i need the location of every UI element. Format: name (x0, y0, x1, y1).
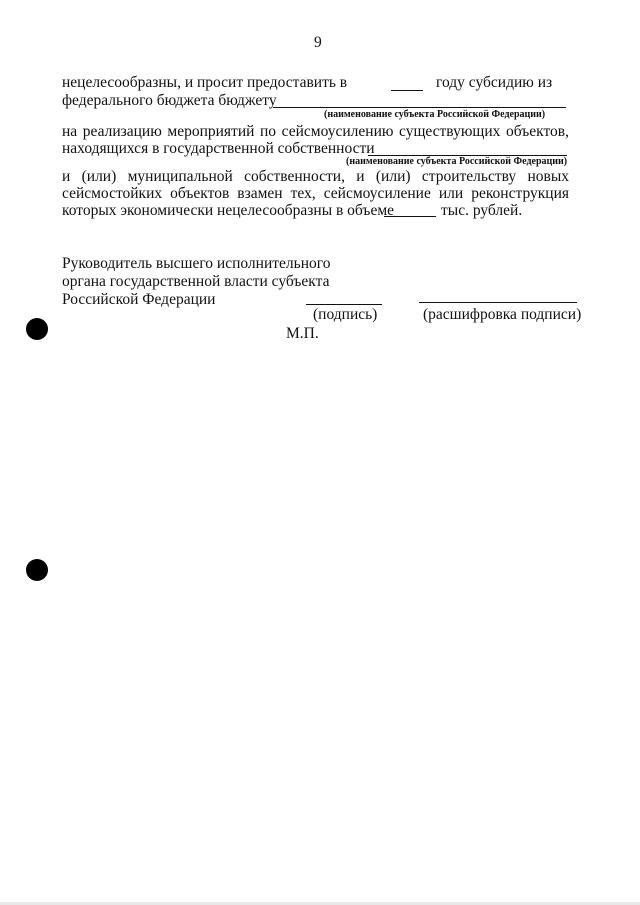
decoding-blank-line (419, 302, 577, 303)
text-line: тыс. рублей. (441, 202, 523, 219)
signature-caption: (подпись) (313, 306, 378, 323)
page-number: 9 (314, 34, 322, 51)
stamp-label: М.П. (286, 325, 319, 342)
text-line: году субсидию из (436, 74, 553, 91)
signature-blank-line (306, 304, 382, 305)
text-line: сейсмостойких объектов взамен тех, сейсмоусиление или реконструкция (62, 185, 569, 202)
year-blank-line (391, 90, 423, 91)
text-line: находящихся в государственной собственности (62, 140, 375, 157)
field-caption: (наименование субъекта Российской Федерации) (346, 156, 568, 167)
binder-hole (26, 559, 48, 581)
text-line: на реализацию мероприятий по сейсмоусилению существующих объектов, (62, 123, 569, 140)
signature-title: органа государственной власти субъекта (62, 273, 330, 290)
signature-title: Руководитель высшего исполнительного (62, 255, 331, 272)
text-line: федерального бюджета бюджету (62, 92, 277, 109)
amount-blank-line (384, 216, 436, 217)
text-line: нецелесообразны, и просит предоставить в (62, 74, 348, 91)
decoding-caption: (расшифровка подписи) (423, 306, 582, 323)
subject-blank-line (273, 107, 566, 108)
field-caption: (наименование субъекта Российской Федерации) (324, 109, 546, 120)
text-line: и (или) муниципальной собственности, и (или) строительству новых (62, 168, 569, 185)
signature-title: Российской Федерации (62, 291, 216, 308)
binder-hole (26, 318, 48, 340)
text-line: которых экономически нецелесообразны в объеме (62, 202, 395, 219)
